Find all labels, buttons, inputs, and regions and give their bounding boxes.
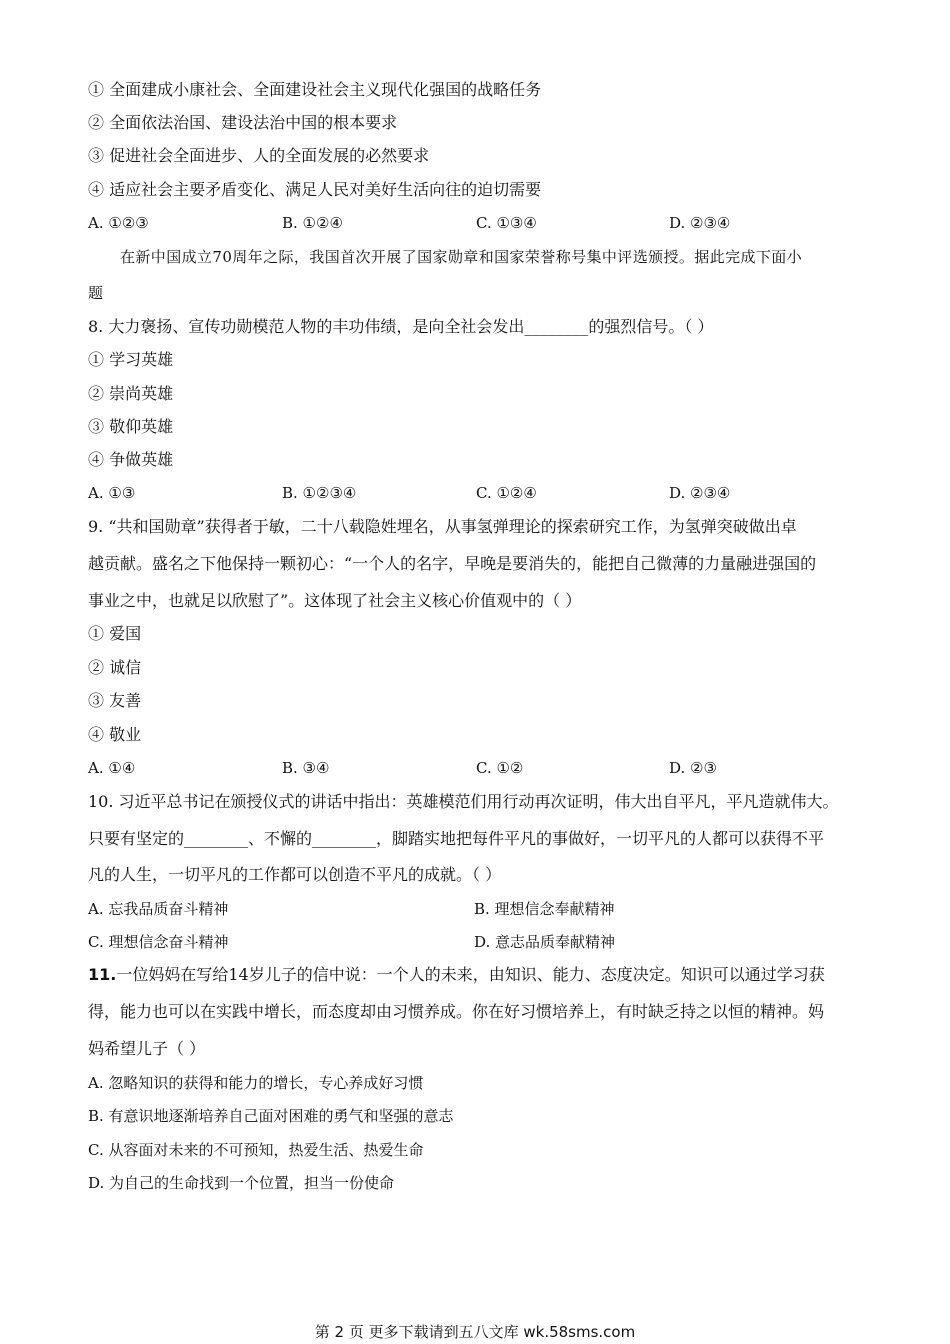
q11-stem-line-2: 得，能力也可以在实践中增长，而态度却由习惯养成。你在好习惯培养上，有时缺乏持之以恒的精神。妈 xyxy=(88,1002,825,1021)
q7-option-a: A. ①②③ xyxy=(88,214,149,232)
q11-option-a: A. 忽略知识的获得和能力的增长，专心养成好习惯 xyxy=(88,1074,424,1092)
q8-item-3: ③ 敬仰英雄 xyxy=(88,417,174,436)
q10-option-b: B. 理想信念奉献精神 xyxy=(474,900,615,918)
page-footer: 第 2 页 更多下载请到五八文库 wk.58sms.com xyxy=(314,1323,636,1341)
q9-stem-line-2: 越贡献。盛名之下他保持一颗初心：“一个人的名字，早晚是要消失的，能把自己微薄的力量融进强国的 xyxy=(88,554,817,573)
q8-option-a: A. ①③ xyxy=(88,484,136,502)
q8-stem: 8. 大力褒扬、宣传功勋模范人物的丰功伟绩，是向全社会发出________的强烈信号。（ ） xyxy=(88,317,714,336)
q7-item-3: ③ 促进社会全面进步、人的全面发展的必然要求 xyxy=(88,146,430,165)
q10-stem-line-3: 凡的人生，一切平凡的工作都可以创造不平凡的成就。（ ） xyxy=(88,865,502,884)
q11-stem-text-1: 一位妈妈在写给14岁儿子的信中说：一个人的未来，由知识、能力、态度决定。知识可以通过学习获 xyxy=(116,965,825,984)
q8-option-b: B. ①②③④ xyxy=(282,484,357,502)
q9-item-4: ④ 敬业 xyxy=(88,725,142,744)
q9-item-3: ③ 友善 xyxy=(88,691,142,710)
q7-item-2: ② 全面依法治国、建设法治中国的根本要求 xyxy=(88,113,398,132)
q9-option-d: D. ②③ xyxy=(669,759,717,777)
q9-option-b: B. ③④ xyxy=(282,759,330,777)
q10-option-c: C. 理想信念奋斗精神 xyxy=(88,933,229,951)
q11-stem-line-1 xyxy=(88,964,825,986)
intro-line-2: 题 xyxy=(88,284,104,302)
q9-stem-line-3: 事业之中，也就足以欣慰了”。这体现了社会主义核心价值观中的（ ） xyxy=(88,591,582,610)
q7-option-c: C. ①③④ xyxy=(476,214,537,232)
q9-option-c: C. ①② xyxy=(476,759,524,777)
q11-stem-line-3: 妈希望儿子（ ） xyxy=(88,1039,206,1058)
q8-item-1: ① 学习英雄 xyxy=(88,350,174,369)
q8-option-c: C. ①②④ xyxy=(476,484,537,502)
q7-option-b: B. ①②④ xyxy=(282,214,343,232)
q9-item-1: ① 爱国 xyxy=(88,624,142,643)
q11-option-c: C. 从容面对未来的不可预知，热爱生活、热爱生命 xyxy=(88,1141,424,1159)
q10-stem-line-1: 10. 习近平总书记在颁授仪式的讲话中指出：英雄模范们用行动再次证明，伟大出自平凡，平凡造就伟大。 xyxy=(88,792,839,811)
q8-item-2: ② 崇尚英雄 xyxy=(88,384,174,403)
q8-option-d: D. ②③④ xyxy=(669,484,731,502)
q7-item-4: ④ 适应社会主要矛盾变化、满足人民对美好生活向往的迫切需要 xyxy=(88,180,542,199)
q7-option-d: D. ②③④ xyxy=(669,214,731,232)
q9-option-a: A. ①④ xyxy=(88,759,136,777)
q10-option-a: A. 忘我品质奋斗精神 xyxy=(88,900,229,918)
q11-option-d: D. 为自己的生命找到一个位置，担当一份使命 xyxy=(88,1174,395,1192)
intro-line-1: 在新中国成立70周年之际，我国首次开展了国家勋章和国家荣誉称号集中评选颁授。据此完成下面小 xyxy=(120,248,803,266)
q11-option-b: B. 有意识地逐渐培养自己面对困难的勇气和坚强的意志 xyxy=(88,1107,454,1125)
q7-item-1: ① 全面建成小康社会、全面建设社会主义现代化强国的战略任务 xyxy=(88,80,542,99)
q8-item-4: ④ 争做英雄 xyxy=(88,450,174,469)
q10-stem-line-2: 只要有坚定的________、不懈的________，脚踏实地把每件平凡的事做好，一切平凡的人都可以获得不平 xyxy=(88,829,825,848)
q11-number: 11. xyxy=(88,965,117,984)
q9-stem-line-1: 9. “共和国勋章”获得者于敏，二十八载隐姓埋名，从事氢弹理论的探索研究工作，为氢弹突破做出卓 xyxy=(88,517,797,536)
q9-item-2: ② 诚信 xyxy=(88,658,142,677)
q10-option-d: D. 意志品质奉献精神 xyxy=(474,933,616,951)
